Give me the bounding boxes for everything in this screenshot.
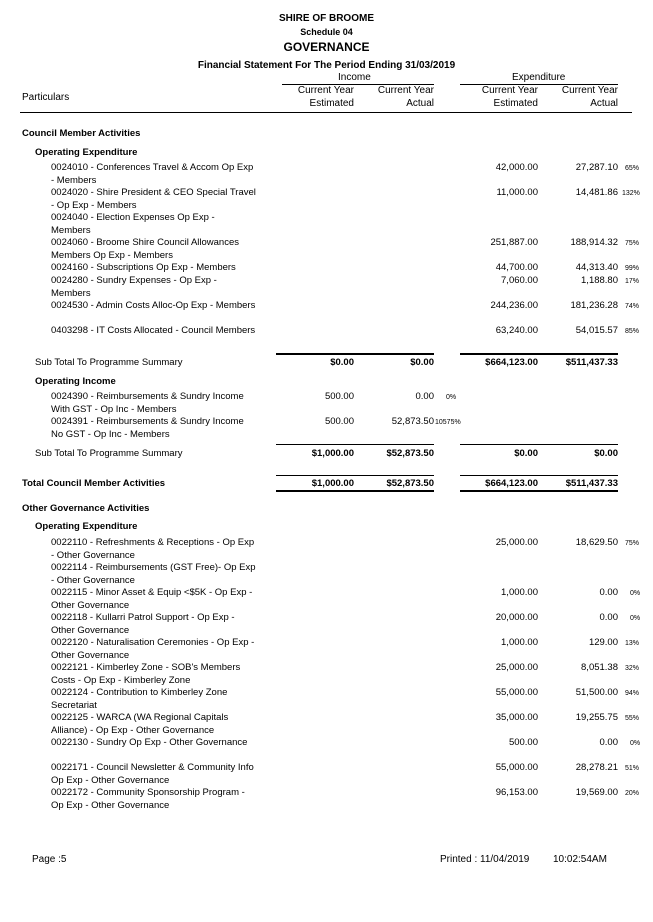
percent-value: 32% [625, 665, 640, 672]
list-item-label: 0024010 - Conferences Travel & Accom Op Exp - Members [51, 162, 254, 186]
total-exp-est: $664,123.00 [485, 478, 538, 489]
list-item-label: 0403298 - IT Costs Allocated - Council Members [51, 325, 256, 336]
exp-act-header-l1: Current Year [561, 85, 618, 96]
subtotal-exp-est: $664,123.00 [485, 357, 538, 368]
list-item-label: 0022124 - Contribution to Kimberley Zone Secretariat [51, 687, 228, 711]
exp-act-value: 0.00 [599, 737, 618, 748]
exp-est-header-l2: Estimated [493, 98, 538, 109]
percent-value: 132% [622, 190, 640, 197]
percent-value: 10575% [435, 419, 461, 426]
section-title-other: Other Governance Activities [22, 503, 150, 514]
percent-value: 65% [625, 165, 640, 172]
inc-act-header-l2: Actual [406, 98, 434, 109]
exp-est-value: 63,240.00 [495, 325, 538, 336]
exp-est-value: 25,000.00 [495, 662, 538, 673]
percent-value: 0% [630, 740, 641, 747]
exp-act-value: 129.00 [588, 637, 618, 648]
exp-act-value: 54,015.57 [575, 325, 618, 336]
total-exp-act: $511,437.33 [565, 478, 618, 489]
percent-value: 0% [446, 394, 457, 401]
percent-value: 0% [630, 615, 641, 622]
subtotal-inc-act: $52,873.50 [386, 448, 434, 459]
printed-date: Printed : 11/04/2019 [440, 854, 530, 865]
exp-act-value: 0.00 [599, 587, 618, 598]
list-item-label: 0022172 - Community Sponsorship Program - Op Exp - Other Governance [51, 787, 245, 811]
exp-est-value: 96,153.00 [495, 787, 538, 798]
exp-act-value: 188,914.32 [570, 237, 618, 248]
other-opex-title: Operating Expenditure [35, 521, 138, 532]
particulars-header: Particulars [22, 92, 70, 103]
list-item-label: 0024020 - Shire President & CEO Special Travel - Op Exp - Members [51, 187, 256, 211]
exp-est-value: 1,000.00 [501, 587, 538, 598]
expenditure-header-rule [460, 84, 618, 85]
exp-est-value: 42,000.00 [495, 162, 538, 173]
subtotal-exp-act: $511,437.33 [565, 357, 618, 368]
exp-act-value: 44,313.40 [575, 262, 618, 273]
inc-act-value: 52,873.50 [391, 416, 434, 427]
income-header: Income [338, 72, 371, 83]
exp-est-value: 11,000.00 [496, 187, 538, 198]
percent-value: 55% [625, 715, 640, 722]
inc-est-header-l1: Current Year [297, 85, 354, 96]
inc-est-value: 500.00 [324, 416, 354, 427]
page-title: GOVERNANCE [283, 40, 370, 54]
percent-value: 17% [625, 278, 640, 285]
exp-est-value: 500.00 [508, 737, 538, 748]
list-item-label: 0022120 - Naturalisation Ceremonies - Op Exp - Other Governance [51, 637, 255, 661]
subtotal-label: Sub Total To Programme Summary [35, 357, 183, 368]
exp-act-value: 51,500.00 [575, 687, 618, 698]
total-rule-expenditure-top [460, 475, 618, 476]
list-item-label: 0024060 - Broome Shire Council Allowances Members Op Exp - Members [51, 237, 239, 261]
exp-act-value: 18,629.50 [575, 537, 618, 548]
inc-act-value: 0.00 [415, 391, 434, 402]
subtotal-inc-est: $0.00 [330, 357, 354, 368]
exp-act-header-l2: Actual [590, 98, 618, 109]
expenditure-header: Expenditure [512, 72, 566, 83]
exp-act-value: 0.00 [599, 612, 618, 623]
subtotal-exp-act: $0.00 [594, 448, 618, 459]
exp-est-value: 35,000.00 [495, 712, 538, 723]
subtotal-exp-est: $0.00 [514, 448, 538, 459]
exp-act-value: 19,255.75 [575, 712, 618, 723]
percent-value: 94% [625, 690, 640, 697]
statement-title: Financial Statement For The Period Ending 31/03/2019 [197, 60, 456, 71]
exp-est-value: 1,000.00 [501, 637, 538, 648]
council-opex-title: Operating Expenditure [35, 147, 138, 158]
page-number: Page :5 [32, 854, 67, 865]
inc-est-header-l2: Estimated [309, 98, 354, 109]
percent-value: 85% [625, 328, 640, 335]
list-item-label: 0022121 - Kimberley Zone - SOB's Members Costs - Op Exp - Kimberley Zone [51, 662, 241, 686]
schedule-label: Schedule 04 [300, 27, 353, 37]
subtotal-rule-expenditure [460, 444, 618, 445]
exp-act-value: 28,278.21 [575, 762, 618, 773]
exp-act-value: 19,569.00 [575, 787, 618, 798]
exp-est-value: 55,000.00 [495, 762, 538, 773]
list-item-label: 0022171 - Council Newsletter & Community Info Op Exp - Other Governance [51, 762, 254, 786]
total-rule-income-bottom [276, 490, 434, 492]
exp-est-value: 251,887.00 [490, 237, 538, 248]
list-item-label: 0022125 - WARCA (WA Regional Capitals Alliance) - Op Exp - Other Governance [51, 712, 229, 736]
list-item-label: 0024391 - Reimbursements & Sundry Income No GST - Op Inc - Members [51, 416, 244, 440]
exp-act-value: 8,051.38 [581, 662, 618, 673]
subtotal-rule-income [276, 353, 434, 355]
exp-est-value: 7,060.00 [501, 275, 538, 286]
exp-est-value: 44,700.00 [495, 262, 538, 273]
inc-act-header-l1: Current Year [377, 85, 434, 96]
income-header-rule [282, 84, 434, 85]
percent-value: 20% [625, 790, 640, 797]
total-inc-est: $1,000.00 [311, 478, 354, 489]
list-item-label: 0024390 - Reimbursements & Sundry Income With GST - Op Inc - Members [51, 391, 244, 415]
list-item-label: 0022115 - Minor Asset & Equip <$5K - Op Exp - Other Governance [51, 587, 253, 611]
percent-value: 0% [630, 590, 641, 597]
subtotal-inc-est: $1,000.00 [311, 448, 354, 459]
exp-act-value: 27,287.10 [575, 162, 618, 173]
exp-act-value: 1,188.80 [581, 275, 618, 286]
org-name: SHIRE OF BROOME [278, 13, 374, 24]
header-bottom-rule [20, 112, 632, 113]
percent-value: 99% [625, 265, 640, 272]
exp-act-value: 14,481.86 [575, 187, 618, 198]
list-item-label: 0022118 - Kullarri Patrol Support - Op Exp - Other Governance [51, 612, 235, 636]
inc-est-value: 500.00 [324, 391, 354, 402]
subtotal-label: Sub Total To Programme Summary [35, 448, 183, 459]
percent-value: 74% [625, 303, 640, 310]
council-opinc-title: Operating Income [35, 376, 116, 387]
subtotal-rule-expenditure [460, 353, 618, 355]
exp-est-header-l1: Current Year [481, 85, 538, 96]
exp-est-value: 55,000.00 [495, 687, 538, 698]
exp-est-value: 25,000.00 [495, 537, 538, 548]
percent-value: 75% [625, 540, 640, 547]
list-item-label: 0024160 - Subscriptions Op Exp - Members [51, 262, 236, 273]
total-rule-income-top [276, 475, 434, 476]
list-item-label: 0022114 - Reimbursements (GST Free)- Op Exp - Other Governance [51, 562, 256, 586]
list-item-label: 0022130 - Sundry Op Exp - Other Governance [51, 737, 248, 748]
total-inc-act: $52,873.50 [386, 478, 434, 489]
percent-value: 13% [625, 640, 640, 647]
subtotal-inc-act: $0.00 [410, 357, 434, 368]
total-label: Total Council Member Activities [22, 478, 166, 489]
percent-value: 51% [625, 765, 640, 772]
exp-act-value: 181,236.28 [570, 300, 618, 311]
exp-est-value: 244,236.00 [490, 300, 538, 311]
percent-value: 75% [625, 240, 640, 247]
printed-time: 10:02:54AM [553, 854, 607, 865]
section-title-council: Council Member Activities [22, 128, 141, 139]
exp-est-value: 20,000.00 [495, 612, 538, 623]
total-rule-expenditure-bottom [460, 490, 618, 492]
list-item-label: 0024280 - Sundry Expenses - Op Exp - Members [51, 275, 217, 299]
list-item-label: 0024040 - Election Expenses Op Exp - Members [51, 212, 215, 236]
list-item-label: 0022110 - Refreshments & Receptions - Op Exp - Other Governance [51, 537, 255, 561]
subtotal-rule-income [276, 444, 434, 445]
list-item-label: 0024530 - Admin Costs Alloc-Op Exp - Members [51, 300, 256, 311]
